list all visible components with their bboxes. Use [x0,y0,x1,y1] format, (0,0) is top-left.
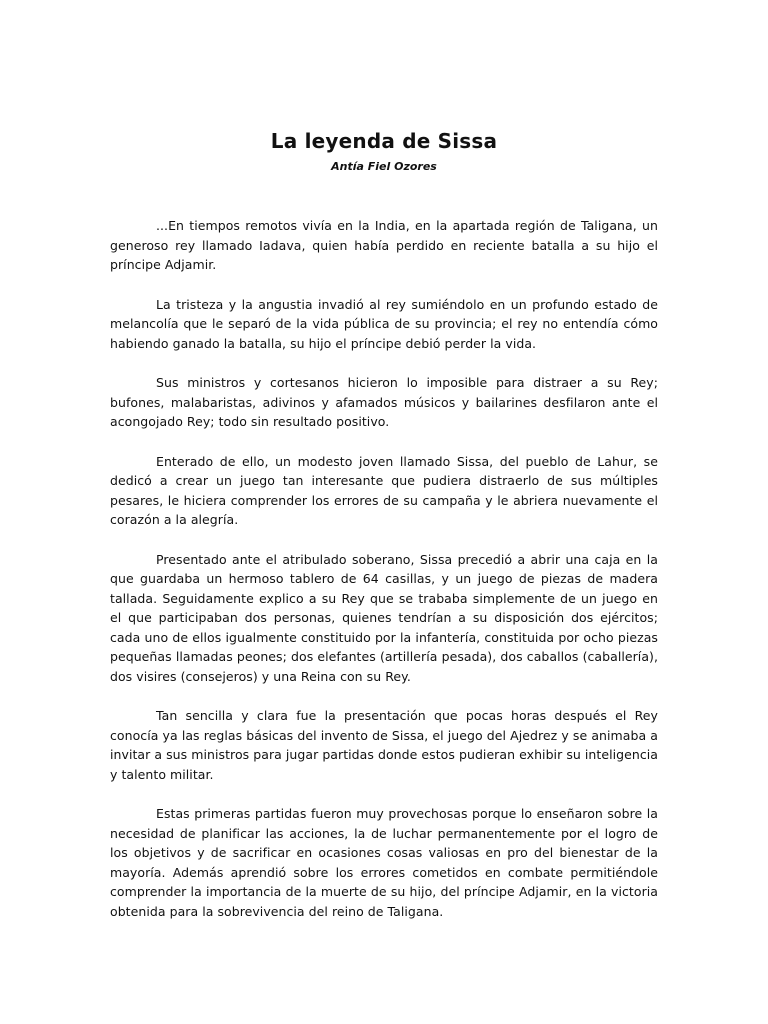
paragraph-7: Estas primeras partidas fueron muy provechosas porque lo enseñaron sobre la necesidad de planificar las acciones, la de luchar permanentemente por el logro de los objetivos y de sacrificar en ocasiones cosas valiosas en pro del bienestar de la mayoría. Además aprendió sobre los errores cometidos en combate permitiéndole comprender la importancia de la muerte de su hijo, del príncipe Adjamir, en la victoria obtenida para la sobrevivencia del reino de Taligana. [110,806,658,919]
paragraph-2: La tristeza y la angustia invadió al rey sumiéndolo en un profundo estado de melancolía que le separó de la vida pública de su provincia; el rey no entendía cómo habiendo ganado la batalla, su hijo el príncipe debió perder la vida. [110,296,658,351]
document-author: Antía Fiel Ozores [331,160,437,173]
paragraph-6: Tan sencilla y clara fue la presentación que pocas horas después el Rey conocía ya las reglas básicas del invento de Sissa, el juego del Ajedrez y se animaba a invitar a sus ministros para jugar partidas donde estos pudieran exhibir su inteligencia y talento militar. [110,708,658,782]
paragraph-4: Enterado de ello, un modesto joven llamado Sissa, del pueblo de Lahur, se dedicó a crear un juego tan interesante que pudiera distraerlo de sus múltiples pesares, le hiciera comprender los errores de su campaña y le abriera nuevamente el corazón a la alegría. [110,453,658,527]
paragraph-5: Presentado ante el atribulado soberano, Sissa precedió a abrir una caja en la que guardaba un hermoso tablero de 64 casillas, y un juego de piezas de madera tallada. Seguidamente explico a su Rey que se trababa simplemente de un juego en el que participaban dos personas, quienes tendrían a su disposición dos ejércitos; cada uno de ellos igualmente constituido por la infantería, constituida por ocho piezas pequeñas llamadas peones; dos elefantes (artillería pesada), dos caballos (caballería), dos visires (consejeros) y una Reina con su Rey. [110,551,658,684]
paragraph-3: Sus ministros y cortesanos hicieron lo imposible para distraer a su Rey; bufones, malabaristas, adivinos y afamados músicos y bailarines desfilaron ante el acongojado Rey; todo sin resultado positivo. [110,375,658,429]
document-body [110,216,658,941]
document-title: La leyenda de Sissa [270,129,498,153]
paragraph-1: ...En tiempos remotos vivía en la India, en la apartada región de Taligana, un generoso rey llamado Iadava, quien había perdido en reciente batalla a su hijo el príncipe Adjamir. [110,218,658,272]
